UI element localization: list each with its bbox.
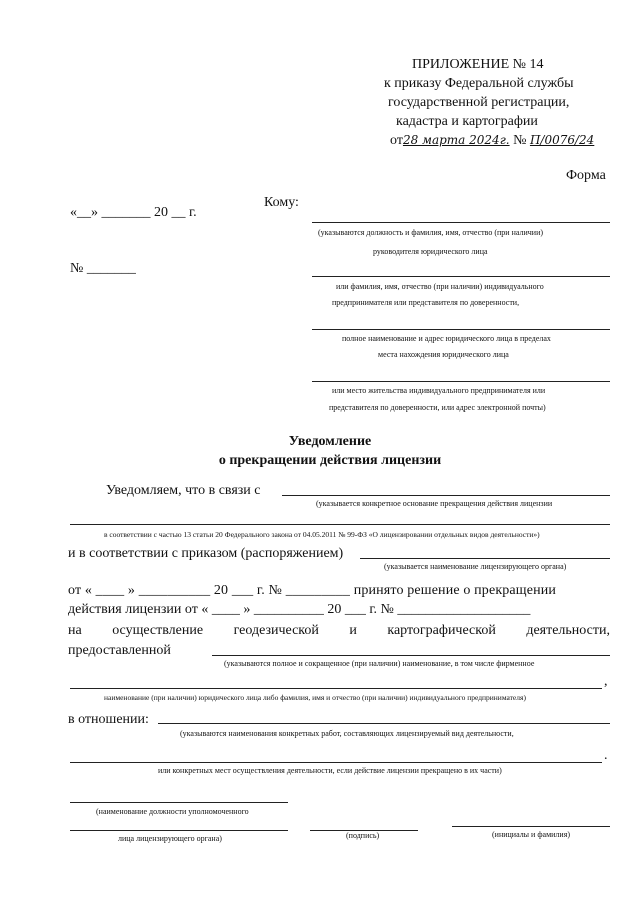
order-date-handwritten: 28 марта 2024г. [402, 133, 510, 147]
granted-line [212, 655, 610, 656]
position-line-2 [70, 830, 288, 831]
doc-date-line: «__» _______ 20 __ г. [70, 205, 197, 220]
word-5: картографической [387, 623, 496, 638]
basis-line [282, 495, 610, 496]
recipient-hint-1b: руководителя юридического лица [373, 247, 488, 256]
recipient-label: Кому: [264, 195, 299, 210]
recipient-line-2 [312, 276, 610, 277]
recipient-line-3 [312, 329, 610, 330]
basis-hint: (указывается конкретное основание прекращения действия лицензии [316, 499, 553, 508]
holder-line [70, 688, 602, 689]
word-6: деятельности, [526, 623, 610, 638]
appendix-title: ПРИЛОЖЕНИЕ № 14 [412, 57, 544, 72]
position-hint-2: лица лицензирующего органа) [118, 834, 222, 843]
form-label: Форма [566, 168, 606, 183]
order-ref-line: к приказу Федеральной службы [384, 76, 574, 91]
agency-line: государственной регистрации, [388, 95, 570, 110]
word-2: осуществление [112, 623, 204, 638]
recipient-hint-4b: представителя по доверенности, или адрес электронной почты) [329, 403, 546, 412]
places-line [70, 762, 602, 763]
order-date-row [390, 133, 594, 149]
recipient-hint-2b: предпринимателя или представителя по доверенности, [332, 298, 520, 307]
date-prefix: от [390, 133, 403, 148]
decision-text: от « ____ » __________ 20 ___ г. № _________ принято решение о прекращении [68, 583, 557, 598]
initials-line [452, 826, 610, 827]
body-intro: Уведомляем, что в связи с [106, 483, 261, 498]
license-date-text: действия лицензии от « ____ » __________ 20 ___ г. № ___________________ [68, 602, 531, 617]
notice-subtitle: о прекращении действия лицензии [218, 453, 442, 468]
granted-hint: (указываются полное и сокращенное (при наличии) наименование, в том числе фирменное [224, 659, 535, 668]
regarding-label: в отношении: [68, 712, 149, 727]
places-hint: или конкретных мест осуществления деятельности, если действие лицензии прекращено в их части) [158, 766, 502, 775]
recipient-line-1 [312, 222, 610, 223]
doc-number-line: № _______ [70, 261, 136, 276]
recipient-hint-3b: места нахождения юридического лица [378, 350, 509, 359]
position-line [70, 802, 288, 803]
regarding-line [158, 723, 610, 724]
recipient-hint-2a: или фамилия, имя, отчество (при наличии) индивидуального [336, 282, 544, 291]
recipient-hint-3a: полное наименование и адрес юридического лица в пределах [342, 334, 551, 343]
regarding-hint: (указываются наименования конкретных работ, составляющих лицензируемый вид деятельности, [180, 729, 514, 738]
basis-line-2 [70, 524, 610, 525]
word-4: и [349, 623, 357, 638]
licensing-body-line [360, 558, 610, 559]
order-text: и в соответствии с приказом (распоряжением) [68, 546, 344, 561]
activity-line [68, 623, 610, 639]
notice-title: Уведомление [288, 434, 372, 449]
number-sign: № [513, 133, 527, 148]
law-hint: в соответствии с частью 13 статьи 20 Федерального закона от 04.05.2011 № 99-ФЗ «О лицензировании отдельных видов деятельности») [104, 530, 540, 539]
holder-comma: , [604, 674, 608, 689]
granted-label: предоставленной [68, 643, 171, 658]
recipient-line-4 [312, 381, 610, 382]
recipient-hint-1a: (указываются должность и фамилия, имя, отчество (при наличии) [318, 228, 544, 237]
order-number-handwritten: П/0076/24 [529, 133, 595, 147]
holder-hint: наименование (при наличии) юридического лица либо фамилия, имя и отчество (при наличии) индивидуального предпринимателя) [104, 693, 526, 702]
initials-hint: (инициалы и фамилия) [492, 830, 571, 839]
licensing-body-hint: (указывается наименование лицензирующего органа) [384, 562, 567, 571]
recipient-hint-4a: или место жительства индивидуального предпринимателя или [332, 386, 546, 395]
position-hint: (наименование должности уполномоченного [96, 807, 249, 816]
word-3: геодезической [233, 623, 319, 638]
agency-line-2: кадастра и картографии [396, 114, 538, 129]
signature-hint: (подпись) [346, 831, 380, 840]
word-1: на [68, 623, 82, 638]
places-dot: . [604, 748, 608, 763]
